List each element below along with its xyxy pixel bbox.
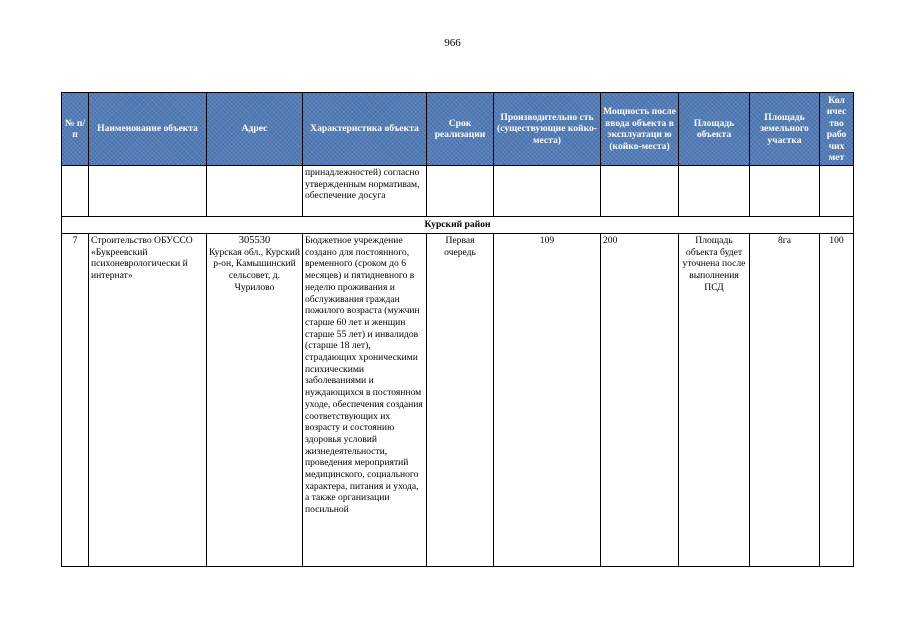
cell-characteristic: Бюджетное учреждение создано для постоянного, временного (сроком до 6 месяцев) и пятидневного в неделю проживания и обслуживания граждан пожилого возраста (мужчин старше 60 лет и женщин старше 55 лет) и инвалидов (старше 18 лет), страдающих хроническими психическими заболеваниями и нуждающихся в постоянном уходе, обеспечения создания соответствующих их возрасту и состоянию здоровья условий жизнедеятельности, проведения мероприятий медицинского, социального характера, питания и ухода, а также организации посильной xyxy=(303,234,427,567)
cont-cell-term xyxy=(427,166,494,217)
cont-cell-name xyxy=(89,166,207,217)
cell-capacity-after: 200 xyxy=(601,234,679,567)
cell-name: Строительство ОБУССО «Букреевский психоневрологически й интернат» xyxy=(89,234,207,567)
header-row xyxy=(62,93,854,166)
district-row xyxy=(62,217,854,234)
cont-cell-workplaces xyxy=(820,166,854,217)
header-object-area: Площадь объекта xyxy=(679,93,750,166)
cont-cell-object-area xyxy=(679,166,750,217)
cell-land-area: 8га xyxy=(750,234,820,567)
continuation-row xyxy=(62,166,854,217)
cont-cell-land-area xyxy=(750,166,820,217)
header-characteristic: Характеристика объекта xyxy=(303,93,427,166)
header-address: Адрес xyxy=(207,93,303,166)
table-row xyxy=(62,234,854,567)
cont-cell-capacity-existing xyxy=(494,166,601,217)
header-term: Срок реализации xyxy=(427,93,494,166)
header-num: № п/п xyxy=(62,93,89,166)
district-title: Курский район xyxy=(62,217,854,234)
header-land-area: Площадь земельного участка xyxy=(750,93,820,166)
objects-table xyxy=(61,92,854,567)
address-index: 305530 xyxy=(238,235,271,246)
cell-num: 7 xyxy=(62,234,89,567)
cell-workplaces: 100 xyxy=(820,234,854,567)
header-workplaces: Кол ичес тво рабо чих мет xyxy=(820,93,854,166)
cell-capacity-existing: 109 xyxy=(494,234,601,567)
cont-cell-characteristic: принадлежностей) согласно утвержденным нормативам, обеспечение досуга xyxy=(303,166,427,217)
cell-object-area: Площадь объекта будет уточнена после выполнения ПСД xyxy=(679,234,750,567)
header-capacity-existing: Производительно сть (существующие койко-места) xyxy=(494,93,601,166)
cont-cell-capacity-after xyxy=(601,166,679,217)
cont-cell-address xyxy=(207,166,303,217)
page-number: 966 xyxy=(444,37,461,49)
cont-cell-num xyxy=(62,166,89,217)
cell-address xyxy=(207,234,303,567)
header-name: Наименование объекта xyxy=(89,93,207,166)
address-text: Курская обл., Курский р-он, Камышинский сельсовет, д. Чурилово xyxy=(209,246,300,293)
header-capacity-after: Мощность после ввода объекта в эксплуатаци ю (койко-места) xyxy=(601,93,679,166)
cell-term: Первая очередь xyxy=(427,234,494,567)
